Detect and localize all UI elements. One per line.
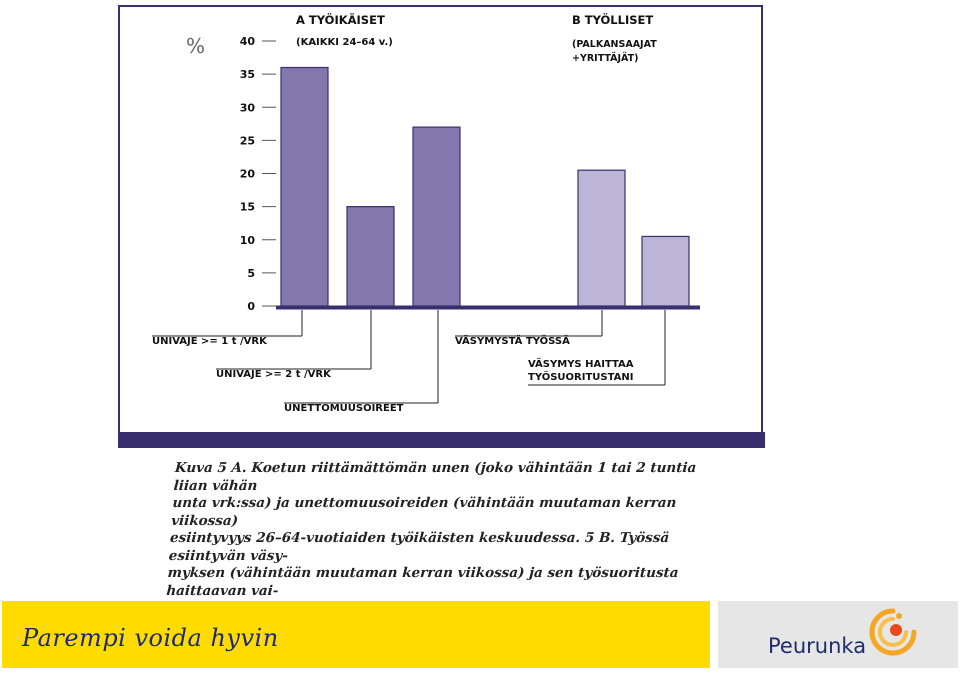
group-a-subtitle: (KAIKKI 24–64 v.) [296, 37, 393, 48]
y-unit-label: % [186, 34, 206, 58]
group-b-subtitle-line2: +YRITTÄJÄT) [572, 53, 639, 64]
bar-label-univaje-2: UNIVAJE >= 2 t /VRK [216, 369, 331, 380]
y-tick-label: 25 [239, 134, 255, 148]
bar-1-0 [578, 170, 625, 306]
caption-line: myksen (vähintään muutaman kerran viikossa) ja sen työsuoritusta haittaavan vai- [165, 565, 680, 599]
bar-label-univaje-1: UNIVAJE >= 1 t /VRK [152, 336, 267, 347]
brand-name: Peurunka [768, 634, 867, 658]
bars [281, 68, 689, 307]
group-b-title: B TYÖLLISET [572, 13, 654, 27]
figure-caption [164, 460, 720, 618]
bar-0-2 [413, 127, 460, 306]
footer-slogan: Parempi voida hyvin [22, 624, 279, 652]
bar-1-1 [642, 236, 689, 306]
y-tick-label: 30 [239, 101, 255, 115]
bar-0-0 [281, 68, 328, 307]
caption-line: unta vrk:ssa) ja unettomuusoireiden (vähintään muutaman kerran viikossa) [170, 495, 677, 529]
caption-line: Kuva 5 A. Koetun riittämättömän unen (joko vähintään 1 tai 2 tuntia liian vähän [173, 460, 697, 494]
bar-label-vasymys-haittaa-1: VÄSYMYS HAITTAA [528, 359, 634, 370]
bar-leader-lines [152, 310, 665, 403]
bar-0-1 [347, 207, 394, 306]
caption-line: esiintyvyys 26–64-vuotiaiden työikäisten keskuudessa. 5 B. Työssä esiintyvän väsy- [168, 530, 670, 564]
bar-label-unettomuus: UNETTOMUUSOIREET [284, 403, 404, 414]
y-tick-label: 15 [239, 200, 255, 214]
y-tick-label: 20 [239, 167, 255, 181]
group-b-subtitle-line1: (PALKANSAAJAT [572, 39, 657, 50]
y-tick-label: 35 [239, 68, 255, 82]
group-a-title: A TYÖIKÄISET [296, 13, 385, 27]
y-tick-label: 0 [247, 300, 255, 313]
bar-label-vasymysta: VÄSYMYSTÄ TYÖSSÄ [455, 336, 570, 347]
y-tick-label: 5 [247, 266, 255, 280]
y-tick-label: 40 [239, 35, 255, 48]
bar-label-vasymys-haittaa-2: TYÖSUORITUSTANI [528, 372, 634, 383]
peurunka-logo-icon [868, 607, 918, 657]
y-tick-label: 10 [239, 233, 255, 247]
